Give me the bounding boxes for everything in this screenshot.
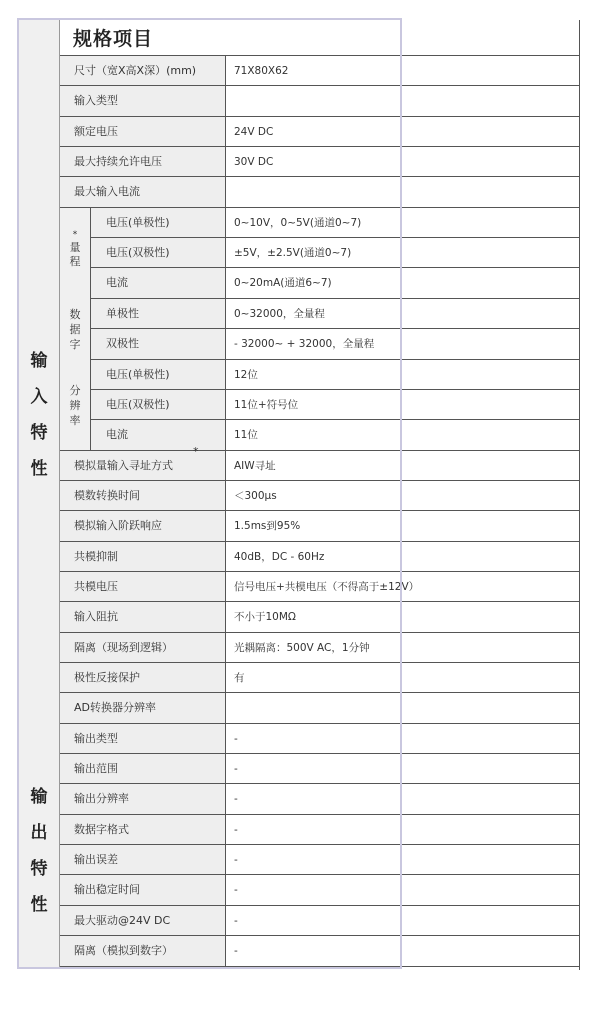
spec-row [0,663,594,693]
table-header-title: 规格项目 [73,28,154,50]
spec-value: - [226,906,579,936]
spec-row [0,542,594,572]
spec-row [0,602,594,632]
subgroup-range-char: 量 [69,241,81,254]
row-divider [60,966,580,967]
section-output-char: 输 [30,786,48,807]
spec-row [0,906,594,936]
section-input-char: 入 [30,387,48,407]
spec-row [0,693,594,723]
spec-value: - [226,754,579,784]
subgroup-digital-char: 数 [69,308,81,321]
spec-value: 1.5ms到95% [226,511,579,541]
subgroup-digital-char: 字 [69,338,81,351]
required-star: * [193,444,199,458]
spec-row [0,572,594,602]
spec-value: 不小于10MΩ [226,602,579,632]
spec-label: 电压(双极性) [106,246,170,260]
spec-label: 共模抑制 [74,549,118,563]
spec-value: 40dB，DC - 60Hz [226,542,579,572]
subgroup-resolution-char: 分 [69,384,81,397]
spec-label: 电压(单极性) [106,367,170,381]
spec-label: 最大持续允许电压 [74,155,162,169]
spec-label: 模拟量输入寻址方式 [74,458,173,472]
spec-value: - [226,784,579,814]
subgroup-divider [90,208,91,451]
spec-value: 信号电压+共模电压（不得高于±12V） [226,572,579,602]
spec-label: 输出分辨率 [74,792,129,806]
spec-value: 12位 [226,360,579,390]
spec-label: 电压(单极性) [106,215,170,229]
spec-row [0,784,594,814]
spec-row [0,633,594,663]
section-output-char: 性 [30,894,48,915]
header-value-cell [226,20,401,55]
spec-value: 0~32000，全量程 [226,299,579,329]
spec-label: 输出类型 [74,731,118,745]
section-input-char: 特 [30,423,48,443]
section-output-char: 出 [30,822,48,843]
spec-row [0,815,594,845]
spec-label: 极性反接保护 [74,671,140,684]
spec-row [0,936,594,966]
spec-value [226,86,579,116]
spec-row [0,724,594,754]
spec-label: 单极性 [106,306,139,320]
spec-row [0,845,594,875]
spec-row [0,86,594,116]
spec-value: - [226,815,579,845]
spec-label: 电流 [106,276,128,290]
spec-label: 尺寸（宽X高X深）(mm) [74,64,197,77]
spec-label: 最大输入电流 [74,185,140,199]
spec-label: 电压(双极性) [106,397,170,411]
label-left-divider [59,20,60,969]
spec-row [0,117,594,147]
spec-value: AIW寻址 [226,451,579,481]
spec-label: AD转换器分辨率 [74,701,156,715]
spec-row [0,177,594,207]
subgroup-range-char: * [72,230,78,240]
spec-row [0,511,594,541]
spec-value: - [226,845,579,875]
spec-value: - [226,875,579,905]
spec-value: 24V DC [226,117,579,147]
subgroup-range-char: 程 [69,255,81,268]
spec-value: 11位+符号位 [226,390,579,420]
spec-row [0,754,594,784]
spec-label: 隔离（模拟到数字） [74,944,173,958]
spec-value: - 32000~ + 32000，全量程 [226,329,579,359]
spec-value: - [226,936,579,966]
spec-label: 输出误差 [74,853,118,867]
spec-value: 11位 [226,420,579,450]
header-divider [60,55,580,56]
spec-row [0,444,594,481]
spec-label: 最大驱动@24V DC [74,913,171,927]
section-output-char: 特 [30,858,48,879]
spec-label: 输出范围 [74,762,118,776]
spec-label: 模拟输入阶跃响应 [74,519,162,533]
spec-value: 有 [226,663,579,693]
spec-value [226,693,579,723]
spec-row [0,875,594,905]
section-input-char: 性 [30,459,48,479]
spec-label: 数据字格式 [74,822,129,836]
spec-label: 共模电压 [74,579,118,593]
spec-label: 双极性 [106,337,139,351]
spec-value: 0~20mA(通道6~7) [226,268,579,298]
subgroup-resolution-char: 率 [69,414,81,427]
spec-value: 光耦隔离：500V AC，1分钟 [226,633,579,663]
spec-row [0,147,594,177]
spec-value [226,177,579,207]
spec-label: 模数转换时间 [74,488,140,502]
spec-label: 输入阻抗 [74,610,118,624]
spec-value: 30V DC [226,147,579,177]
spec-label: 输出稳定时间 [74,883,140,897]
spec-row [0,481,594,511]
spec-value: 0~10V，0~5V(通道0~7) [226,208,579,238]
spec-row [0,56,594,86]
spec-label: 电流 [106,428,128,442]
spec-value: ±5V，±2.5V(通道0~7) [226,238,579,268]
subgroup-resolution-char: 辨 [69,399,81,412]
spec-value: - [226,724,579,754]
spec-value: ＜300μs [226,481,579,511]
spec-label: 额定电压 [74,124,118,138]
subgroup-digital-char: 据 [69,323,81,336]
spec-label: 输入类型 [74,94,118,108]
spec-label: 隔离（现场到逻辑） [74,640,173,654]
section-input-char: 输 [30,351,48,371]
spec-value: 71X80X62 [226,56,579,86]
